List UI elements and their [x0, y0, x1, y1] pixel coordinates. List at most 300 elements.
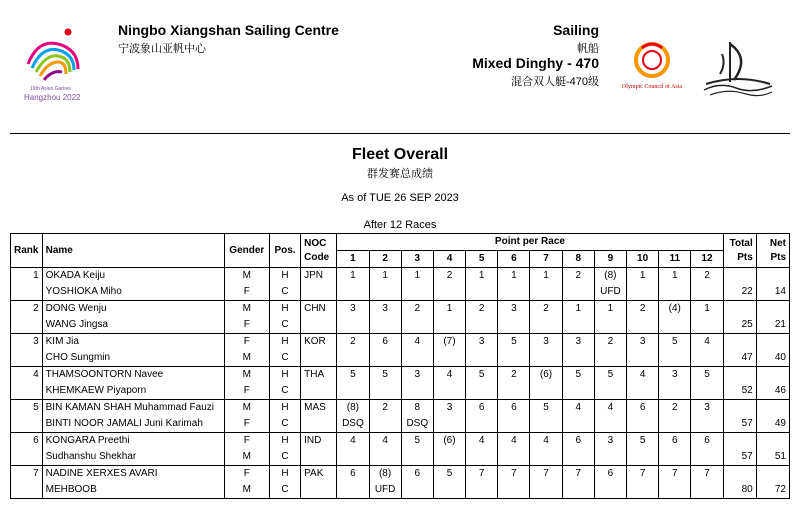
race-points-cell: (4) — [659, 301, 691, 318]
position-cell: C — [269, 416, 300, 433]
gender-cell: M — [224, 268, 269, 285]
race-points-cell: 1 — [369, 268, 401, 285]
position-cell: H — [269, 301, 300, 318]
race-points-cell: 2 — [562, 268, 594, 285]
race-points-cell: 5 — [530, 400, 562, 417]
net-points-cell: 21 — [756, 317, 789, 334]
gender-cell: M — [224, 482, 269, 499]
race-points-cell — [627, 284, 659, 301]
race-points-cell — [594, 482, 626, 499]
race-points-cell: 4 — [627, 367, 659, 384]
race-points-cell — [337, 350, 369, 367]
race-points-cell: (8) — [369, 466, 401, 483]
race-points-cell — [466, 284, 498, 301]
race-points-cell: 3 — [433, 400, 465, 417]
race-points-cell — [627, 482, 659, 499]
race-number-header: 2 — [369, 251, 401, 268]
net-points-cell: 14 — [756, 284, 789, 301]
venue-name-zh: 宁波象山亚帆中心 — [118, 43, 206, 55]
page-title-zh: 群发赛总成绩 — [367, 168, 433, 180]
total-points-cell — [723, 334, 756, 351]
race-points-cell: 4 — [498, 433, 530, 450]
table-row — [11, 400, 790, 417]
race-points-cell — [691, 383, 723, 400]
noc-cell — [301, 482, 337, 499]
table-row — [11, 334, 790, 351]
race-points-cell — [627, 383, 659, 400]
col-noc-line1: NOC — [304, 237, 327, 249]
race-points-cell: 3 — [627, 334, 659, 351]
oca-emblem-icon — [612, 38, 692, 88]
rank-cell: 1 — [11, 268, 43, 285]
race-points-cell — [530, 383, 562, 400]
race-points-cell — [369, 317, 401, 334]
race-points-cell — [594, 416, 626, 433]
position-cell: C — [269, 383, 300, 400]
race-points-cell — [691, 449, 723, 466]
race-number-header: 7 — [530, 251, 562, 268]
race-points-cell — [466, 449, 498, 466]
athlete-name: CHO Sungmin — [42, 350, 224, 367]
col-noc-line2: Code — [304, 251, 330, 263]
race-points-cell: 3 — [562, 334, 594, 351]
race-points-cell: 7 — [498, 466, 530, 483]
race-points-cell: (6) — [433, 433, 465, 450]
total-points-cell: 80 — [723, 482, 756, 499]
total-points-cell: 57 — [723, 449, 756, 466]
race-points-cell — [498, 416, 530, 433]
race-points-cell — [466, 317, 498, 334]
gender-cell: F — [224, 317, 269, 334]
gender-cell: F — [224, 334, 269, 351]
net-points-cell — [756, 334, 789, 351]
col-total — [723, 234, 756, 268]
race-points-cell: 1 — [594, 301, 626, 318]
rank-cell: 6 — [11, 433, 43, 450]
col-name: Name — [42, 234, 224, 268]
gender-cell: F — [224, 433, 269, 450]
race-points-cell: 5 — [466, 367, 498, 384]
race-points-cell: 5 — [691, 367, 723, 384]
race-points-cell — [369, 284, 401, 301]
race-points-cell: 5 — [401, 433, 433, 450]
table-row — [11, 284, 790, 301]
rank-cell — [11, 350, 43, 367]
results-table — [10, 233, 790, 499]
race-points-cell — [401, 449, 433, 466]
race-points-cell — [691, 482, 723, 499]
race-points-cell: 3 — [659, 367, 691, 384]
race-points-cell — [530, 284, 562, 301]
race-points-cell: 3 — [530, 334, 562, 351]
noc-cell — [301, 383, 337, 400]
athlete-name: KIM Jia — [42, 334, 224, 351]
table-row — [11, 367, 790, 384]
total-points-cell: 47 — [723, 350, 756, 367]
gender-cell: F — [224, 383, 269, 400]
race-points-cell — [498, 383, 530, 400]
sport-name: Sailing — [553, 22, 599, 38]
race-points-cell: 5 — [433, 466, 465, 483]
race-points-cell — [530, 482, 562, 499]
results-body — [11, 268, 790, 499]
race-points-cell — [691, 416, 723, 433]
race-number-header: 8 — [562, 251, 594, 268]
rank-cell: 2 — [11, 301, 43, 318]
rank-cell — [11, 482, 43, 499]
race-points-cell: 1 — [627, 268, 659, 285]
table-row — [11, 416, 790, 433]
position-cell: C — [269, 482, 300, 499]
race-points-cell — [659, 317, 691, 334]
race-points-cell — [627, 449, 659, 466]
net-points-cell — [756, 466, 789, 483]
race-points-cell — [369, 383, 401, 400]
net-points-cell — [756, 433, 789, 450]
race-points-cell — [562, 284, 594, 301]
race-points-cell — [659, 350, 691, 367]
col-net — [756, 234, 789, 268]
rank-cell: 5 — [11, 400, 43, 417]
race-number-header: 11 — [659, 251, 691, 268]
position-cell: H — [269, 433, 300, 450]
race-points-cell: UFD — [594, 284, 626, 301]
race-points-cell — [659, 482, 691, 499]
race-points-cell: 6 — [466, 400, 498, 417]
race-points-cell: 2 — [530, 301, 562, 318]
col-gender: Gender — [224, 234, 269, 268]
race-points-cell: 3 — [498, 301, 530, 318]
total-points-cell: 57 — [723, 416, 756, 433]
race-points-cell: 4 — [466, 433, 498, 450]
race-points-cell: 5 — [369, 367, 401, 384]
gender-cell: M — [224, 350, 269, 367]
race-points-cell: (8) — [337, 400, 369, 417]
total-points-cell — [723, 400, 756, 417]
total-points-cell: 25 — [723, 317, 756, 334]
race-points-cell: DSQ — [337, 416, 369, 433]
race-points-cell: 2 — [466, 301, 498, 318]
race-points-cell: 7 — [627, 466, 659, 483]
position-cell: H — [269, 268, 300, 285]
event-name: Mixed Dinghy - 470 — [472, 55, 599, 71]
race-points-cell — [659, 449, 691, 466]
col-points-per-race: Point per Race — [337, 234, 723, 251]
athlete-name: KHEMKAEW Piyaporn — [42, 383, 224, 400]
race-points-cell — [627, 416, 659, 433]
rank-cell: 7 — [11, 466, 43, 483]
total-points-cell — [723, 466, 756, 483]
race-number-header: 5 — [466, 251, 498, 268]
race-number-header: 10 — [627, 251, 659, 268]
athlete-name: KONGARA Preethi — [42, 433, 224, 450]
race-points-cell: 2 — [627, 301, 659, 318]
after-races: After 12 Races — [363, 219, 437, 231]
race-points-cell — [627, 317, 659, 334]
race-points-cell: 1 — [659, 268, 691, 285]
race-points-cell — [369, 416, 401, 433]
table-row — [11, 268, 790, 285]
race-number-header: 6 — [498, 251, 530, 268]
race-points-cell — [401, 284, 433, 301]
rank-cell: 3 — [11, 334, 43, 351]
table-row — [11, 433, 790, 450]
race-points-cell — [433, 350, 465, 367]
race-points-cell: 6 — [337, 466, 369, 483]
race-points-cell — [594, 350, 626, 367]
race-points-cell: (8) — [594, 268, 626, 285]
rank-cell — [11, 284, 43, 301]
col-total-line2: Pts — [737, 251, 753, 263]
total-points-cell: 52 — [723, 383, 756, 400]
race-points-cell — [530, 317, 562, 334]
race-points-cell: 5 — [337, 367, 369, 384]
noc-cell: PAK — [301, 466, 337, 483]
race-points-cell — [530, 350, 562, 367]
gender-cell: M — [224, 301, 269, 318]
race-points-cell — [498, 449, 530, 466]
race-points-cell: 1 — [691, 301, 723, 318]
race-points-cell: 1 — [433, 301, 465, 318]
race-points-cell: 4 — [401, 334, 433, 351]
race-points-cell — [337, 449, 369, 466]
sailing-pictogram-icon — [700, 38, 776, 98]
net-points-cell: 49 — [756, 416, 789, 433]
race-points-cell — [337, 482, 369, 499]
race-number-header: 1 — [337, 251, 369, 268]
header-divider — [10, 133, 790, 134]
race-points-cell: 4 — [337, 433, 369, 450]
total-points-cell — [723, 433, 756, 450]
race-points-cell — [337, 383, 369, 400]
race-points-cell: 1 — [498, 268, 530, 285]
games-logo-line2: Hangzhou 2022 — [24, 93, 81, 102]
race-points-cell: 3 — [337, 301, 369, 318]
col-total-line1: Total — [729, 237, 753, 249]
race-points-cell: 2 — [433, 268, 465, 285]
race-number-header: 12 — [691, 251, 723, 268]
race-points-cell — [337, 284, 369, 301]
race-points-cell: 5 — [627, 433, 659, 450]
race-points-cell: 6 — [691, 433, 723, 450]
race-points-cell: 5 — [498, 334, 530, 351]
race-points-cell: (7) — [433, 334, 465, 351]
race-points-cell — [433, 317, 465, 334]
race-points-cell: 1 — [562, 301, 594, 318]
table-row — [11, 301, 790, 318]
rank-cell — [11, 317, 43, 334]
noc-cell: MAS — [301, 400, 337, 417]
race-points-cell — [498, 317, 530, 334]
total-points-cell — [723, 268, 756, 285]
table-row — [11, 317, 790, 334]
race-points-cell — [337, 317, 369, 334]
race-points-cell — [530, 449, 562, 466]
noc-cell: THA — [301, 367, 337, 384]
race-points-cell — [498, 350, 530, 367]
oca-logo — [612, 38, 692, 94]
noc-cell — [301, 350, 337, 367]
athlete-name: YOSHIOKA Miho — [42, 284, 224, 301]
race-points-cell: 8 — [401, 400, 433, 417]
race-points-cell: 2 — [691, 268, 723, 285]
athlete-name: BIN KAMAN SHAH Muhammad Fauzi — [42, 400, 224, 417]
race-points-cell — [627, 350, 659, 367]
net-points-cell: 46 — [756, 383, 789, 400]
gender-cell: M — [224, 449, 269, 466]
race-points-cell — [562, 383, 594, 400]
race-points-cell — [562, 416, 594, 433]
race-points-cell — [691, 317, 723, 334]
race-points-cell: 2 — [498, 367, 530, 384]
race-points-cell: 6 — [562, 433, 594, 450]
as-of-date: As of TUE 26 SEP 2023 — [341, 192, 459, 204]
noc-cell — [301, 449, 337, 466]
col-rank: Rank — [11, 234, 43, 268]
asian-games-logo — [18, 24, 100, 106]
race-points-cell: 6 — [659, 433, 691, 450]
race-points-cell: 6 — [401, 466, 433, 483]
race-points-cell: 5 — [562, 367, 594, 384]
race-points-cell: 6 — [627, 400, 659, 417]
race-points-cell — [466, 482, 498, 499]
position-cell: C — [269, 350, 300, 367]
race-points-cell: 3 — [691, 400, 723, 417]
race-points-cell: 7 — [691, 466, 723, 483]
race-points-cell: 1 — [530, 268, 562, 285]
race-points-cell — [401, 317, 433, 334]
race-points-cell — [691, 350, 723, 367]
position-cell: H — [269, 400, 300, 417]
race-points-cell: 1 — [337, 268, 369, 285]
race-points-cell — [433, 449, 465, 466]
noc-cell — [301, 416, 337, 433]
race-points-cell — [562, 317, 594, 334]
total-points-cell — [723, 367, 756, 384]
race-points-cell: 4 — [369, 433, 401, 450]
table-row — [11, 449, 790, 466]
race-points-cell: 2 — [659, 400, 691, 417]
race-points-cell: 3 — [369, 301, 401, 318]
race-points-cell: 2 — [594, 334, 626, 351]
race-points-cell — [498, 482, 530, 499]
noc-cell — [301, 284, 337, 301]
race-points-cell — [433, 416, 465, 433]
col-net-line1: Net — [769, 237, 786, 249]
gender-cell: F — [224, 284, 269, 301]
race-points-cell: 1 — [401, 268, 433, 285]
race-points-cell — [562, 482, 594, 499]
sport-name-zh: 帆船 — [577, 43, 599, 55]
position-cell: H — [269, 466, 300, 483]
race-points-cell: 7 — [530, 466, 562, 483]
noc-cell: KOR — [301, 334, 337, 351]
race-points-cell: 4 — [594, 400, 626, 417]
race-points-cell — [659, 383, 691, 400]
header-row-1 — [11, 234, 790, 251]
race-points-cell — [691, 284, 723, 301]
athlete-name: BINTI NOOR JAMALI Juni Karimah — [42, 416, 224, 433]
net-points-cell — [756, 367, 789, 384]
position-cell: H — [269, 367, 300, 384]
noc-cell: JPN — [301, 268, 337, 285]
race-points-cell — [562, 449, 594, 466]
race-points-cell — [369, 449, 401, 466]
net-points-cell: 51 — [756, 449, 789, 466]
race-points-cell — [433, 482, 465, 499]
athlete-name: NADINE XERXES AVARI — [42, 466, 224, 483]
table-row — [11, 466, 790, 483]
race-points-cell: 4 — [691, 334, 723, 351]
race-points-cell — [562, 350, 594, 367]
race-points-cell: 3 — [401, 367, 433, 384]
col-noc — [301, 234, 337, 268]
race-points-cell: 7 — [659, 466, 691, 483]
race-points-cell: 6 — [594, 466, 626, 483]
venue-name: Ningbo Xiangshan Sailing Centre — [118, 22, 339, 38]
race-points-cell — [466, 383, 498, 400]
table-row — [11, 350, 790, 367]
race-points-cell — [659, 284, 691, 301]
oca-text: Olympic Council of Asia — [621, 84, 683, 90]
race-number-header: 9 — [594, 251, 626, 268]
net-points-cell — [756, 268, 789, 285]
athlete-name: DONG Wenju — [42, 301, 224, 318]
rank-cell: 4 — [11, 367, 43, 384]
noc-cell: IND — [301, 433, 337, 450]
race-points-cell: (6) — [530, 367, 562, 384]
position-cell: H — [269, 334, 300, 351]
race-points-cell: 2 — [337, 334, 369, 351]
rank-cell — [11, 449, 43, 466]
race-points-cell — [466, 350, 498, 367]
race-points-cell: UFD — [369, 482, 401, 499]
race-points-cell: 7 — [466, 466, 498, 483]
race-points-cell: 3 — [466, 334, 498, 351]
rank-cell — [11, 383, 43, 400]
race-points-cell — [498, 284, 530, 301]
page-title: Fleet Overall — [351, 146, 449, 163]
athlete-name: THAMSOONTORN Navee — [42, 367, 224, 384]
position-cell: C — [269, 317, 300, 334]
table-row — [11, 482, 790, 499]
race-points-cell — [369, 350, 401, 367]
rank-cell — [11, 416, 43, 433]
games-logo-line1: 19th Asian Games — [30, 86, 71, 92]
race-points-cell — [530, 416, 562, 433]
race-number-header: 4 — [433, 251, 465, 268]
event-name-zh: 混合双人艇-470级 — [510, 76, 599, 88]
race-points-cell — [594, 317, 626, 334]
noc-cell: CHN — [301, 301, 337, 318]
race-points-cell — [401, 383, 433, 400]
position-cell: C — [269, 284, 300, 301]
position-cell: C — [269, 449, 300, 466]
race-points-cell — [401, 350, 433, 367]
race-points-cell: DSQ — [401, 416, 433, 433]
noc-cell — [301, 317, 337, 334]
total-points-cell — [723, 301, 756, 318]
gender-cell: M — [224, 367, 269, 384]
race-points-cell: 4 — [530, 433, 562, 450]
race-points-cell: 5 — [659, 334, 691, 351]
net-points-cell — [756, 400, 789, 417]
col-pos: Pos. — [269, 234, 300, 268]
race-points-cell — [401, 482, 433, 499]
gender-cell: F — [224, 466, 269, 483]
athlete-name: WANG Jingsa — [42, 317, 224, 334]
race-points-cell — [594, 383, 626, 400]
